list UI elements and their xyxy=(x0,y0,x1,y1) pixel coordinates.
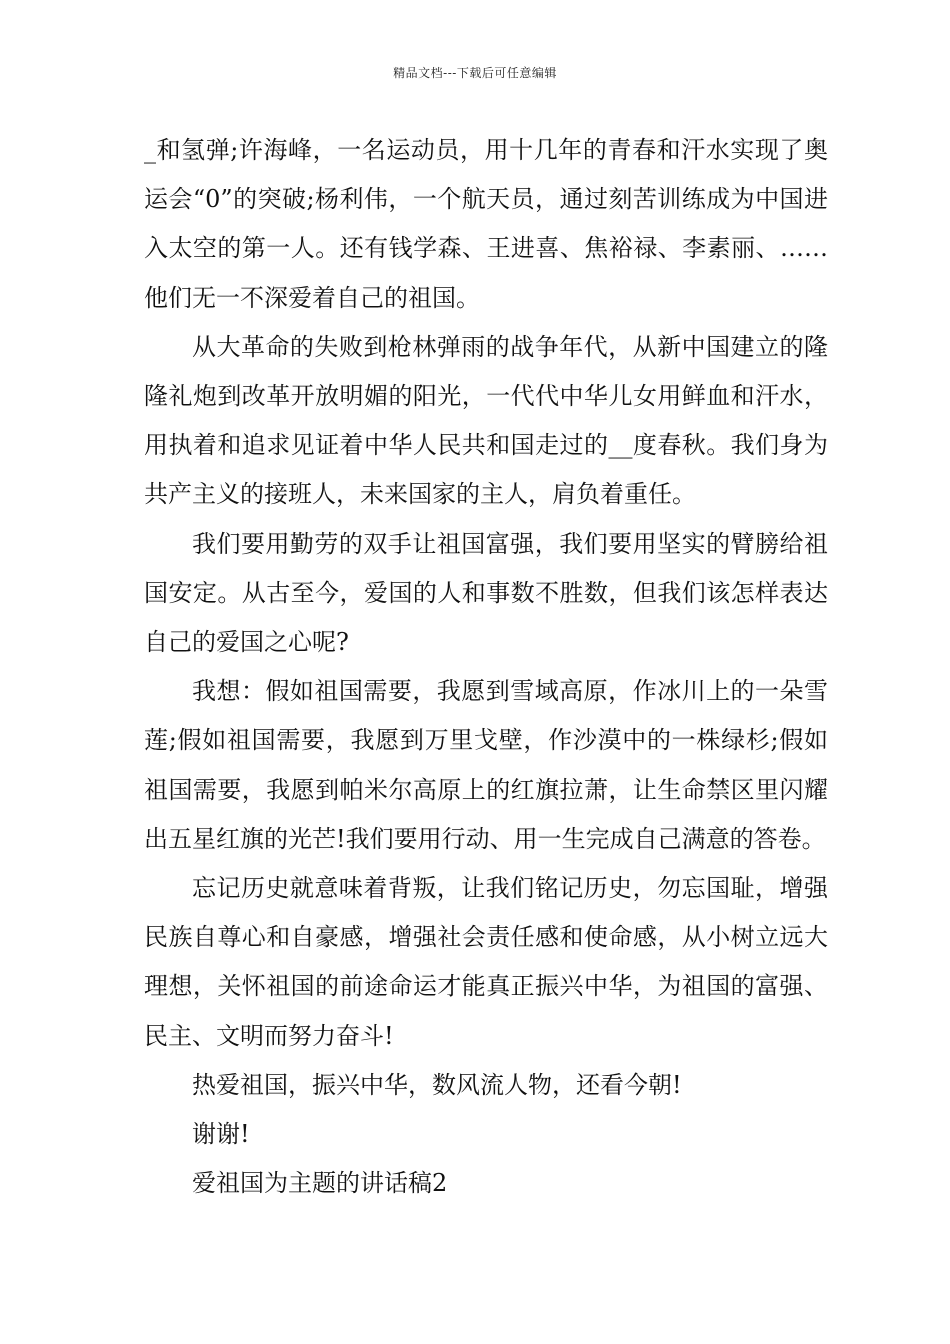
paragraph-6: 热爱祖国，振兴中华，数风流人物，还看今朝! xyxy=(192,1070,682,1099)
paragraph-5: 忘记历史就意味着背叛，让我们铭记历史，勿忘国耻，增强民族自尊心和自豪感，增强社会责任感和使命感，从小树立远大理想，关怀祖国的前途命运才能真正振兴中华，为祖国的富强、民主、文明而努力奋斗! xyxy=(144,874,828,1050)
paragraph-3: 我们要用勤劳的双手让祖国富强，我们要用坚实的臂膀给祖国安定。从古至今，爱国的人和事数不胜数，但我们该怎样表达自己的爱国之心呢? xyxy=(144,529,828,657)
paragraph-7: 谢谢! xyxy=(192,1120,250,1149)
page-header: 精品文档---下载后可任意编辑 xyxy=(393,66,557,80)
paragraph-4: 我想：假如祖国需要，我愿到雪域高原，作冰川上的一朵雪莲;假如祖国需要，我愿到万里戈壁，作沙漠中的一株绿杉;假如祖国需要，我愿到帕米尔高原上的红旗拉萧，让生命禁区里闪耀出五星红旗的光芒!我们要用行动、用一生完成自己满意的答卷。 xyxy=(144,677,828,853)
paragraph-2: 从大革命的失败到枪林弹雨的战争年代，从新中国建立的隆隆礼炮到改革开放明媚的阳光，一代代中华儿女用鲜血和汗水，用执着和追求见证着中华人民共和国走过的__度春秋。我们身为共产主义的接班人，未来国家的主人，肩负着重任。 xyxy=(144,332,828,509)
document-body xyxy=(144,126,828,1208)
paragraph-1: _和氢弹;许海峰，一名运动员，用十几年的青春和汗水实现了奥运会“0”的突破;杨利伟，一个航天员，通过刻苦训练成为中国进入太空的第一人。还有钱学森、王进喜、焦裕禄、李素丽、……他们无一不深爱着自己的祖国。 xyxy=(144,136,828,312)
section-heading: 爱祖国为主题的讲话稿2 xyxy=(192,1169,448,1198)
